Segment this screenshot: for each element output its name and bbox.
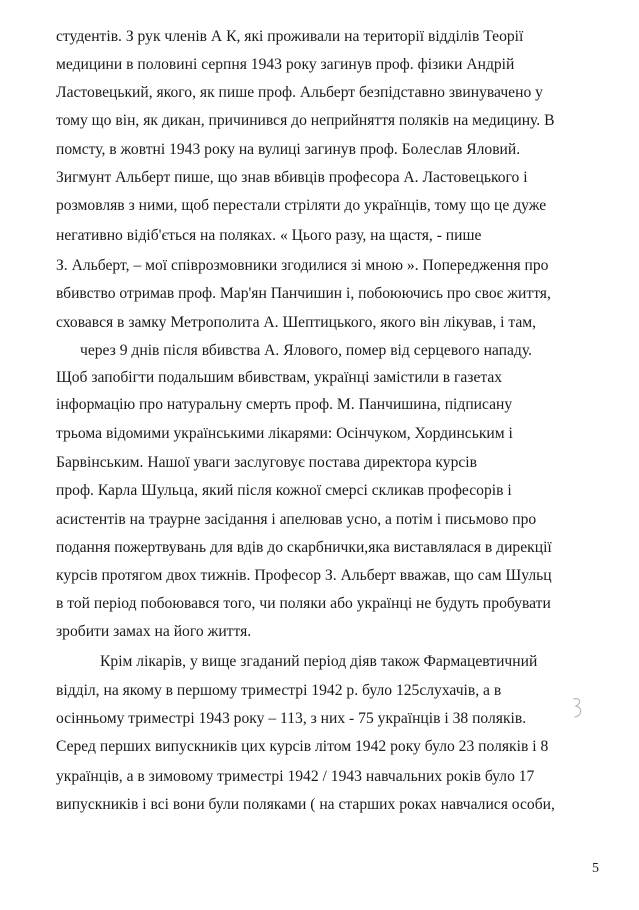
- text-line: негативно відіб'ється на поляках. « Цього разу, на щастя, - пише: [56, 227, 482, 244]
- text-line: Серед перших випускників цих курсів літом 1942 року було 23 поляків і 8: [56, 738, 549, 755]
- text-line: асистентів на траурне засідання і апелював усно, а потім і письмово про: [56, 511, 537, 528]
- text-line: розмовляв з ними, щоб перестали стріляти до українців, тому що це дуже: [56, 197, 547, 214]
- page-number: 5: [592, 861, 599, 876]
- text-line: вбивство отримав проф. Мар'ян Панчишин і, побоюючись про своє життя,: [56, 285, 551, 302]
- text-line: відділ, на якому в першому триместрі 1942 р. було 125слухачів, а в: [56, 682, 502, 699]
- text-line: Ластовецький, якого, як пише проф. Альберт безпідставно звинувачено у: [56, 84, 543, 101]
- text-line: тому що він, як дикан, причинився до неприйняття поляків на медицину. В: [56, 112, 555, 129]
- pencil-mark-icon: [566, 695, 590, 723]
- text-line: в той період побоювався того, чи поляки або українці не будуть пробувати: [56, 595, 551, 612]
- text-line: трьома відомими українськими лікарями: Осінчуком, Хординським і: [56, 425, 513, 442]
- text-line: інформацію про натуральну смерть проф. М. Панчишина, підписану: [56, 396, 513, 413]
- text-line: зробити замах на його життя.: [56, 623, 252, 640]
- text-line: студентів. З рук членів А К, які проживали на території відділів Теорії: [56, 28, 524, 45]
- text-line: випускників і всі вони були поляками ( на старших роках навчалися особи,: [56, 796, 555, 813]
- text-line: подання пожертвувань для вдів до скарбнички,яка виставлялася в дирекції: [56, 539, 552, 556]
- text-line: осінньому триместрі 1943 року – 113, з них - 75 українців і 38 поляків.: [56, 710, 527, 727]
- text-line: З. Альберт, – мої співрозмовники згодилися зі мною ». Попередження про: [56, 257, 549, 274]
- text-line: помсту, в жовтні 1943 року на вулиці загинув проф. Болеслав Яловий.: [56, 141, 521, 158]
- text-line: Крім лікарів, у вище згаданий період діяв також Фармацевтичний: [100, 653, 538, 670]
- text-line: українців, а в зимовому триместрі 1942 / 1943 навчальних років було 17: [56, 768, 535, 785]
- text-line: через 9 днів після вбивства А. Ялового, помер від серцевого нападу.: [80, 342, 532, 359]
- text-line: сховався в замку Метрополита А. Шептицького, якого він лікував, і там,: [56, 314, 537, 331]
- text-line: Зигмунт Альберт пише, що знав вбивців професора А. Ластовецького і: [56, 169, 528, 186]
- text-line: Щоб запобігти подальшим вбивствам, українці замістили в газетах: [56, 369, 503, 386]
- text-line: курсів протягом двох тижнів. Професор З. Альберт вважав, що сам Шульц: [56, 567, 552, 584]
- text-line: проф. Карла Шульца, який після кожної смерсі скликав професорів і: [56, 482, 512, 499]
- text-line: медицини в половині серпня 1943 року загинув проф. фізики Андрій: [56, 56, 515, 73]
- text-line: Барвінським. Нашої уваги заслуговує постава директора курсів: [56, 454, 477, 471]
